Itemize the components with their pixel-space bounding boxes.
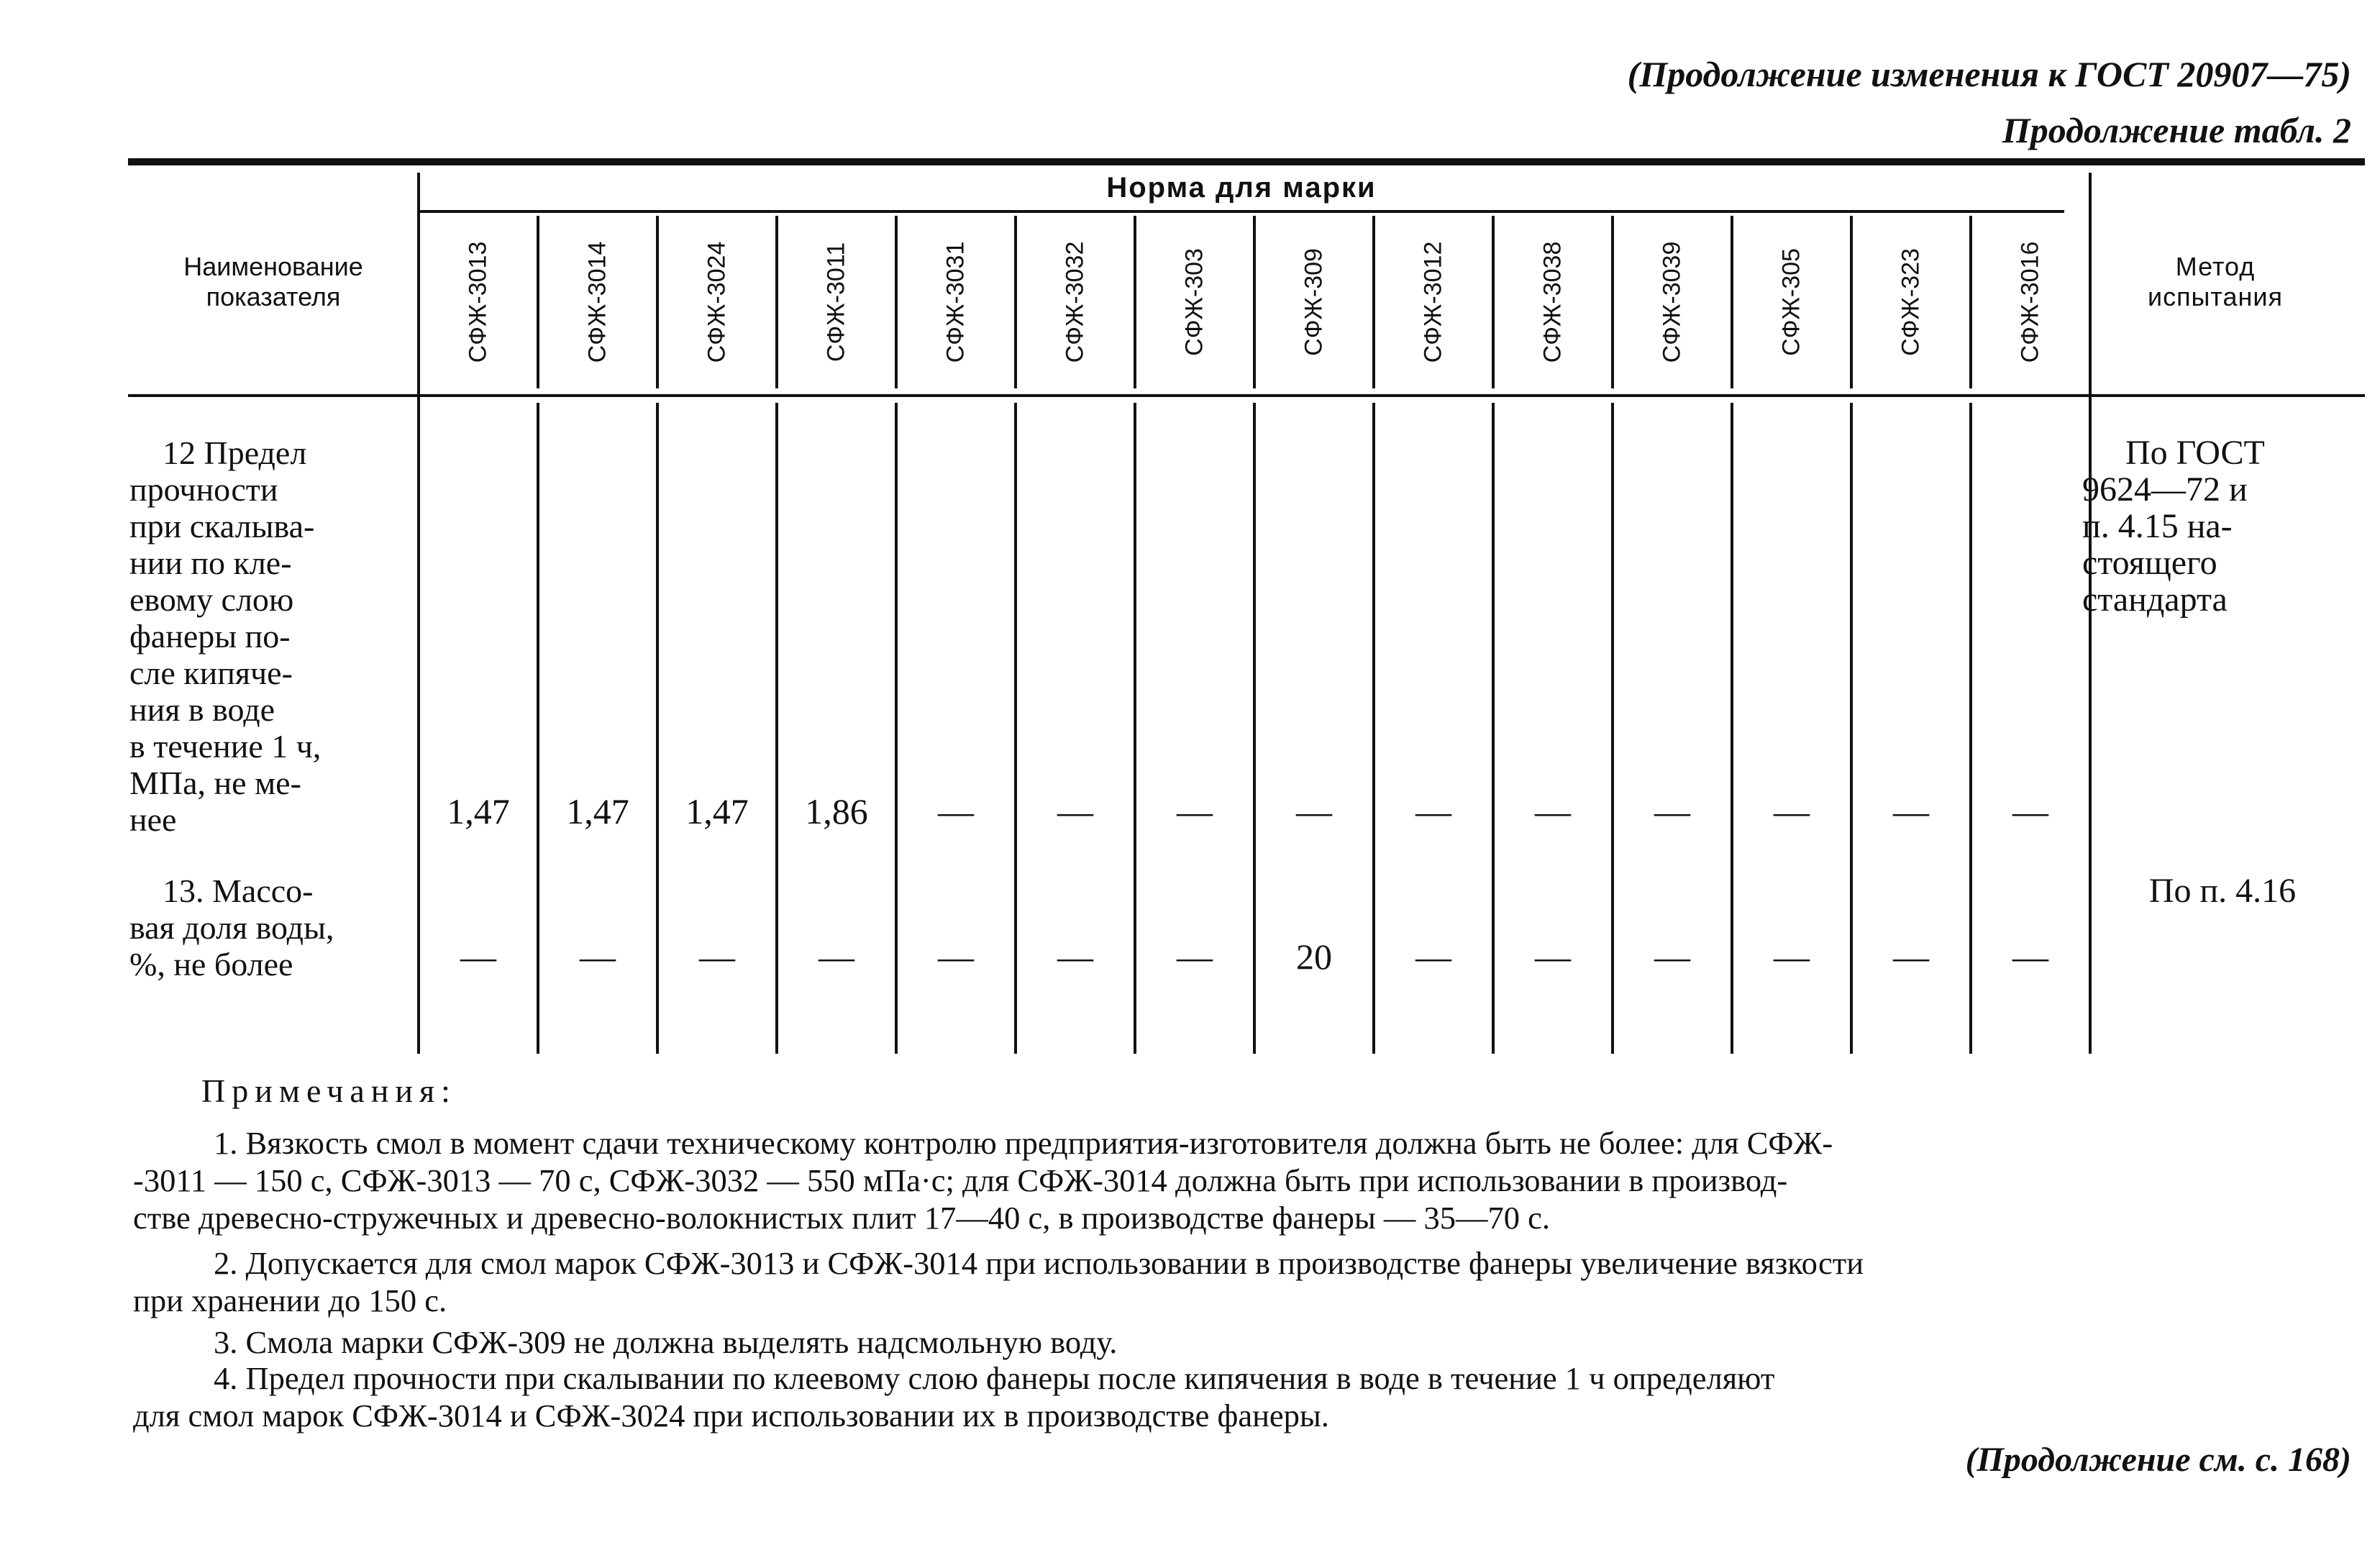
brand-header <box>1732 216 1851 388</box>
value-cell: — <box>1893 936 1929 977</box>
brand-label: СФЖ-303 <box>1180 248 1208 356</box>
brand-label: СФЖ-3014 <box>583 241 611 363</box>
row-13-method: По п. 4.16 <box>2148 872 2297 910</box>
brand-header <box>1254 216 1374 388</box>
value-cell: — <box>580 936 616 977</box>
brand-label: СФЖ-3024 <box>703 241 731 363</box>
continuation-title: (Продолжение изменения к ГОСТ 20907—75) <box>1627 54 2351 94</box>
brand-header <box>419 216 538 388</box>
brand-label: СФЖ-3011 <box>822 242 850 363</box>
value-cell: — <box>1774 791 1810 831</box>
value-cell: — <box>460 936 496 977</box>
notes-title: Примечания: <box>201 1072 457 1109</box>
value-cell: — <box>1177 936 1213 977</box>
value-cell: 1,47 <box>447 791 510 831</box>
brand-label: СФЖ-323 <box>1897 248 1925 356</box>
value-cell: — <box>1415 791 1451 831</box>
row-13-name: 13. Массо- вая доля воды, %, не более <box>129 872 334 983</box>
value-cell: — <box>1415 936 1451 977</box>
test-method-header: Метод испытания <box>2147 252 2284 311</box>
value-cell: — <box>1057 791 1093 831</box>
table-header-rule <box>128 394 2365 397</box>
value-cell: — <box>2012 936 2048 977</box>
brand-label: СФЖ-3039 <box>1658 241 1686 363</box>
brand-header <box>1851 216 1971 388</box>
value-cell: — <box>2012 791 2048 831</box>
value-cell: 20 <box>1296 936 1332 977</box>
indicator-name-header: Наименование показателя <box>183 252 363 311</box>
brand-label: СФЖ-3012 <box>1419 241 1447 363</box>
page-header <box>1628 46 2351 158</box>
value-cell: — <box>1893 791 1929 831</box>
value-cell: — <box>938 791 974 831</box>
brand-header <box>1135 216 1254 388</box>
norm-for-brand-header: Норма для марки <box>1106 172 1377 204</box>
brand-label: СФЖ-3038 <box>1538 241 1567 363</box>
brand-label: СФЖ-3013 <box>464 241 492 363</box>
brand-header <box>777 216 896 388</box>
value-cell: — <box>819 936 854 977</box>
note-4: 4. Предел прочности при скалывании по клеевому слою фанеры после кипячения в воде в течение 1 ч определяют для смол марок СФЖ-3014 и СФЖ-3024 при использовании их в производстве фанеры. <box>133 1360 1775 1433</box>
brand-label: СФЖ-309 <box>1300 248 1328 356</box>
row-12-method: По ГОСТ 9624—72 и п. 4.15 на- стоящего стандарта <box>2082 434 2265 619</box>
value-cell: — <box>1057 936 1093 977</box>
value-cell: — <box>1654 791 1690 831</box>
continuation-footer: (Продолжение см. с. 168) <box>1965 1441 2351 1479</box>
value-cell: 1,47 <box>685 791 749 831</box>
brand-label: СФЖ-3031 <box>941 241 970 363</box>
note-2: 2. Допускается для смол марок СФЖ-3013 и СФЖ-3014 при использовании в производстве фанеры увеличение вязкости при хранении до 150 с. <box>133 1245 1864 1318</box>
row-12-name: 12 Предел прочности при скалыва- нии по кле- евому слою фанеры по- сле кипяче- ния в воде в течение 1 ч, МПа, не ме- нее <box>129 434 322 838</box>
brand-header <box>1374 216 1493 388</box>
brand-header <box>1971 216 2090 388</box>
brand-label: СФЖ-305 <box>1777 248 1805 356</box>
note-3: 3. Смола марки СФЖ-309 не должна выделять надсмольную воду. <box>214 1324 1118 1360</box>
value-cell: — <box>1535 791 1571 831</box>
brand-label: СФЖ-3032 <box>1061 241 1089 363</box>
brand-header <box>1493 216 1613 388</box>
value-cell: — <box>1535 936 1571 977</box>
brand-header <box>1016 216 1135 388</box>
value-cell: — <box>1654 936 1690 977</box>
value-cell: 1,86 <box>805 791 868 831</box>
table-continuation-title: Продолжение табл. 2 <box>2002 110 2351 150</box>
brand-header <box>657 216 777 388</box>
value-cell: — <box>938 936 974 977</box>
brand-header <box>1613 216 1732 388</box>
value-cell: — <box>699 936 735 977</box>
value-cell: — <box>1177 791 1213 831</box>
norm-header-underline <box>419 210 2064 213</box>
brand-header <box>896 216 1016 388</box>
brand-label: СФЖ-3016 <box>2016 241 2044 363</box>
note-1: 1. Вязкость смол в момент сдачи техническому контролю предприятия-изготовителя должна быть не более: для СФЖ- -3011 — 150 с, СФЖ-3013 — 70 с, СФЖ-3032 — 550 мПа·с; для СФЖ-3014 должна быть при использовании в производ- стве древесно-стружечных и древесно-волокнистых плит 17—40 с, в производстве фанеры — 35—70 с. <box>133 1125 1833 1236</box>
value-cell: — <box>1774 936 1810 977</box>
table-top-rule <box>128 158 2365 165</box>
value-cell: — <box>1296 791 1332 831</box>
brand-header <box>538 216 657 388</box>
value-cell: 1,47 <box>566 791 629 831</box>
